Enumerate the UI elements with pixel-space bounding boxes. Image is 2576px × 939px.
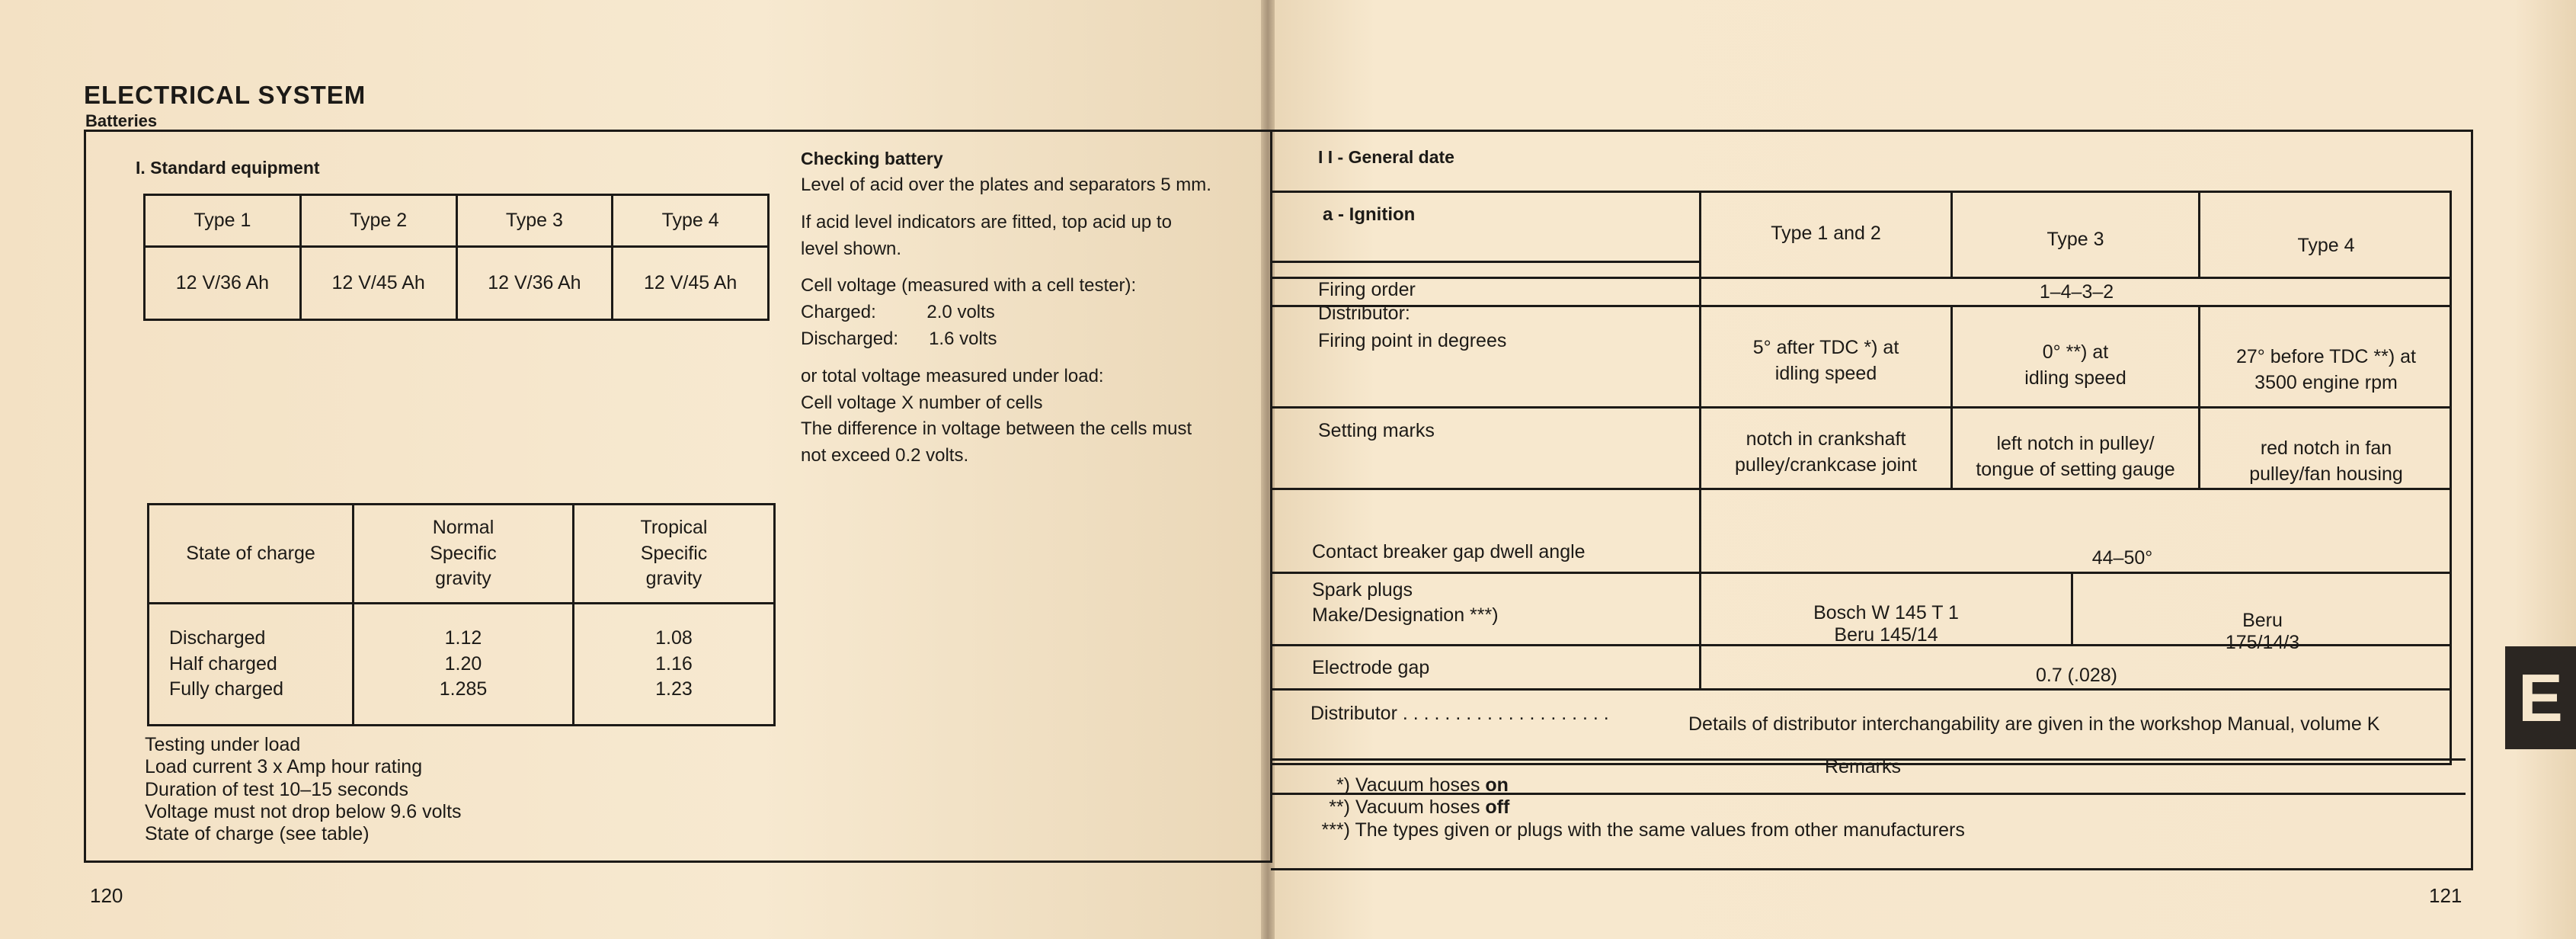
remark-text: Vacuum hoses bbox=[1350, 796, 1486, 819]
checking-line: Discharged: 1.6 volts bbox=[801, 328, 997, 349]
normal-value: 1.20 bbox=[444, 652, 482, 675]
remark-text: The types given or plugs with the same values from other manufacturers bbox=[1350, 819, 1965, 841]
value-line: idling speed bbox=[1774, 362, 1877, 384]
header-line: gravity bbox=[645, 568, 702, 590]
value-line: red notch in fan bbox=[2260, 437, 2392, 459]
value-line: idling speed bbox=[2024, 367, 2126, 389]
value-line: 27° before TDC **) at bbox=[2235, 346, 2417, 367]
spark-plugs-label bbox=[1312, 578, 1499, 627]
remark-mark: *) bbox=[1336, 774, 1350, 796]
firing-order-label: Firing order bbox=[1318, 279, 1416, 300]
tropical-value: 1.16 bbox=[655, 652, 693, 675]
checking-battery-heading: Checking battery bbox=[801, 149, 943, 168]
normal-value: 1.285 bbox=[439, 678, 488, 700]
remark-line bbox=[1295, 796, 1965, 819]
value-line: 5° after TDC *) at bbox=[1752, 337, 1899, 358]
checking-line: If acid level indicators are fitted, top acid up to bbox=[801, 211, 1172, 232]
standard-equipment-heading: I. Standard equipment bbox=[136, 158, 320, 178]
value-line: pulley/fan housing bbox=[2249, 463, 2403, 485]
checking-line: Cell voltage (measured with a cell tester): bbox=[801, 275, 1137, 296]
state-of-charge-table bbox=[147, 503, 776, 726]
page-edge bbox=[2514, 0, 2576, 939]
type-header: Type 1 and 2 bbox=[1771, 223, 1881, 244]
battery-value: 12 V/36 Ah bbox=[145, 247, 301, 320]
testing-line: Load current 3 x Amp hour rating bbox=[145, 756, 423, 778]
state-of-charge-header: State of charge bbox=[149, 505, 354, 604]
testing-line: State of charge (see table) bbox=[145, 823, 370, 844]
label-line: Make/Designation ***) bbox=[1312, 604, 1499, 626]
value-line: 3500 engine rpm bbox=[2254, 371, 2398, 393]
checking-line: level shown. bbox=[801, 238, 902, 259]
state-item: Fully charged bbox=[169, 678, 284, 700]
standard-equipment-table bbox=[143, 194, 770, 321]
testing-line: Voltage must not drop below 9.6 volts bbox=[145, 800, 462, 822]
dwell-angle-value: 44–50° bbox=[2091, 547, 2153, 569]
normal-value: 1.12 bbox=[444, 627, 482, 649]
distributor-row-label: Distributor . . . . . . . . . . . . . . . . . . . . bbox=[1310, 703, 1609, 724]
page-number-right: 121 bbox=[2429, 884, 2462, 907]
type-header: Type 1 bbox=[145, 195, 301, 247]
electrode-gap-value: 0.7 (.028) bbox=[2035, 665, 2117, 686]
electrode-gap-label: Electrode gap bbox=[1312, 657, 1430, 678]
header-line: Specific bbox=[430, 542, 497, 564]
value-line: 175/14/3 bbox=[2225, 631, 2300, 653]
battery-value: 12 V/45 Ah bbox=[613, 247, 769, 320]
row-divider bbox=[1272, 261, 1699, 263]
value-line: notch in crankshaft bbox=[1746, 428, 1906, 450]
header-line: gravity bbox=[435, 568, 491, 590]
value-line: Beru bbox=[2242, 610, 2283, 631]
type-header: Type 3 bbox=[2046, 229, 2104, 250]
battery-value: 12 V/36 Ah bbox=[456, 247, 613, 320]
type-header: Type 3 bbox=[456, 195, 613, 247]
type-header: Type 4 bbox=[2297, 235, 2355, 256]
checking-line: not exceed 0.2 volts. bbox=[801, 445, 969, 466]
setting-marks-value bbox=[2200, 436, 2452, 488]
row-divider bbox=[1272, 488, 2452, 490]
type-header: Type 2 bbox=[300, 195, 456, 247]
setting-marks-value bbox=[1701, 427, 1950, 479]
type-header: Type 4 bbox=[613, 195, 769, 247]
testing-notes bbox=[145, 734, 462, 845]
section-title: ELECTRICAL SYSTEM bbox=[84, 81, 366, 109]
header-line: Specific bbox=[640, 542, 708, 564]
general-data-heading: I I - General date bbox=[1318, 147, 1454, 167]
battery-value: 12 V/45 Ah bbox=[300, 247, 456, 320]
firing-point-value bbox=[1953, 340, 2198, 392]
state-list bbox=[149, 604, 354, 726]
value-line: pulley/crankcase joint bbox=[1734, 453, 1917, 476]
section-tab-e: E bbox=[2505, 646, 2576, 749]
row-divider bbox=[1272, 572, 2452, 574]
remark-text: Vacuum hoses bbox=[1350, 774, 1486, 796]
tropical-value: 1.23 bbox=[655, 678, 693, 700]
remarks-list bbox=[1295, 774, 1965, 841]
value-line: 0° **) at bbox=[2042, 341, 2109, 363]
distributor-label: Distributor: bbox=[1318, 303, 1410, 324]
header-line: Normal bbox=[432, 516, 494, 538]
checking-line: Level of acid over the plates and separators 5 mm. bbox=[801, 175, 1211, 195]
testing-line: Duration of test 10–15 seconds bbox=[145, 778, 409, 800]
tropical-values bbox=[574, 604, 775, 726]
checking-line: Cell voltage X number of cells bbox=[801, 392, 1043, 413]
ignition-label: a - Ignition bbox=[1323, 204, 1416, 225]
checking-battery-block bbox=[801, 149, 1211, 470]
value-line: left notch in pulley/ bbox=[1996, 433, 2155, 454]
firing-point-value bbox=[1701, 335, 1950, 387]
setting-marks-label: Setting marks bbox=[1318, 420, 1435, 441]
section-subtitle: Batteries bbox=[85, 111, 158, 130]
page-number-left: 120 bbox=[90, 884, 123, 907]
testing-line: Testing under load bbox=[145, 734, 301, 755]
firing-point-value bbox=[2200, 345, 2452, 396]
remark-mark: **) bbox=[1329, 796, 1350, 819]
checking-line: The difference in voltage between the cells must bbox=[801, 418, 1192, 440]
row-divider bbox=[1272, 277, 2452, 279]
row-divider bbox=[1272, 406, 2452, 409]
spark-plugs-value bbox=[2073, 610, 2452, 654]
value-line: tongue of setting gauge bbox=[1976, 458, 2175, 480]
tropical-value: 1.08 bbox=[655, 627, 693, 649]
firing-point-label: Firing point in degrees bbox=[1318, 330, 1507, 351]
normal-gravity-header bbox=[354, 505, 574, 604]
tropical-gravity-header bbox=[574, 505, 775, 604]
value-line: Beru 145/14 bbox=[1834, 623, 1938, 646]
firing-order-value: 1–4–3–2 bbox=[2039, 281, 2114, 303]
dwell-angle-label: Contact breaker gap dwell angle bbox=[1312, 541, 1586, 562]
distributor-row-text: Details of distributor interchangability are given in the workshop Manual, volume K bbox=[1688, 713, 2380, 735]
checking-line: Charged: 2.0 volts bbox=[801, 302, 995, 323]
value-line: Bosch W 145 T 1 bbox=[1813, 602, 1959, 623]
remark-line bbox=[1295, 774, 1965, 796]
label-line: Spark plugs bbox=[1312, 579, 1413, 601]
header-line: Tropical bbox=[640, 516, 708, 538]
remark-mark: ***) bbox=[1321, 819, 1350, 841]
spark-plugs-value bbox=[1701, 602, 2071, 646]
checking-line: or total voltage measured under load: bbox=[801, 365, 1104, 386]
remark-line bbox=[1295, 819, 1965, 841]
state-item: Discharged bbox=[169, 627, 266, 649]
normal-values bbox=[354, 604, 574, 726]
remarks-label: Remarks bbox=[1824, 756, 1901, 777]
state-item: Half charged bbox=[169, 652, 277, 675]
remark-emphasis: on bbox=[1485, 774, 1509, 796]
setting-marks-value bbox=[1953, 431, 2198, 483]
remark-emphasis: off bbox=[1485, 796, 1510, 819]
